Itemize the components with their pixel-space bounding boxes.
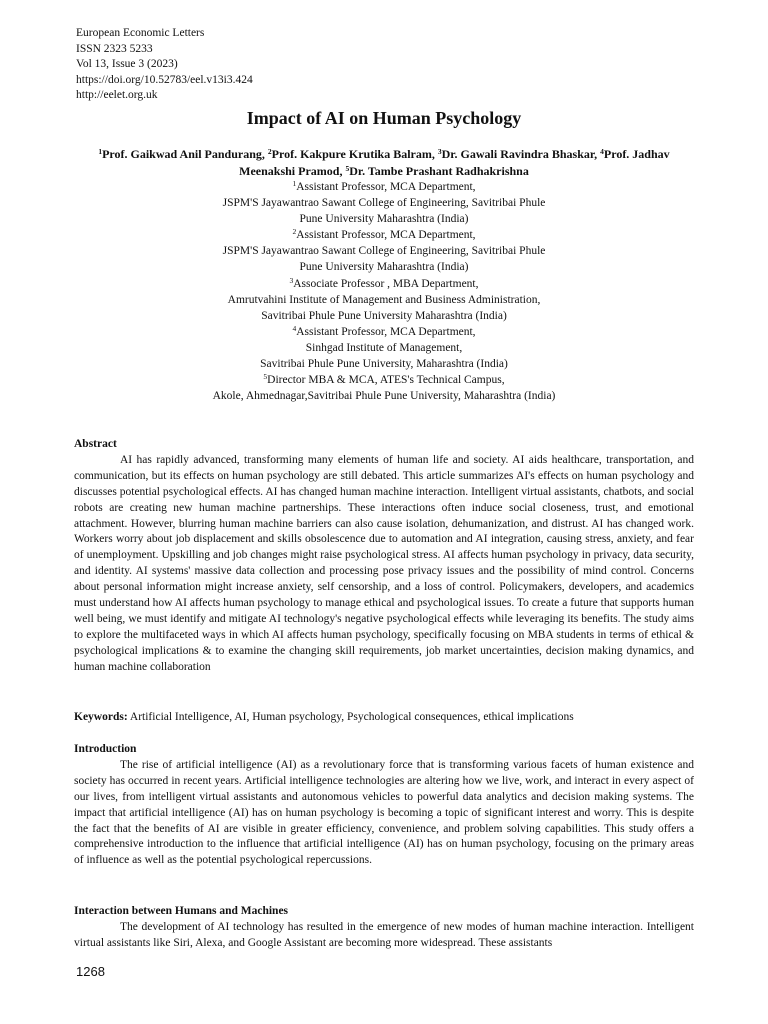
- page-number: 1268: [76, 964, 105, 979]
- author-2-marker: 2: [267, 147, 272, 156]
- journal-volume: Vol 13, Issue 3 (2023): [76, 58, 178, 71]
- interaction-heading: Interaction between Humans and Machines: [74, 905, 289, 917]
- author-1: Prof. Gaikwad Anil Pandurang,: [102, 147, 268, 161]
- introduction-heading: Introduction: [74, 743, 137, 755]
- keywords-text: Artificial Intelligence, AI, Human psychology, Psychological consequences, ethical implications: [127, 711, 574, 723]
- introduction-text: The rise of artificial intelligence (AI) as a revolutionary force that is transforming various facets of human existence and society has occurred in recent years. Artificial intelligence technologies are altering how we live, work, and interact in every aspect of our lives, from intelligent virtual assistants and autonomous vehicles to powerful data analytics and decision making systems. The impact that artificial intelligence (AI) has on human psychology is becoming a topic of significant interest and worry. This is despite the fact that the benefits of AI are visible in greater efficiency, convenience, and problem solving capabilities. This study offers a comprehensive introduction to the influence that artificial intelligence (AI) has on human psychology, focusing on the primary areas of influence as well as the potential psychological repercussions.: [74, 758, 694, 867]
- journal-issn: ISSN 2323 5233: [76, 42, 153, 55]
- affiliation-marker: 1: [292, 179, 297, 188]
- author-5: Dr. Tambe Prashant Radhakrishna: [349, 164, 529, 178]
- author-4: Prof. Jadhav Meenakshi Pramod,: [239, 147, 670, 178]
- journal-header: [76, 26, 253, 104]
- affiliation-marker: 5: [263, 372, 268, 382]
- affiliation-line: $^5$Director MBA & MCA, ATES's Technical Campus,: [263, 372, 505, 387]
- affiliation-line: Pune University Maharashtra (India): [299, 213, 469, 226]
- interaction-section: [74, 904, 694, 952]
- affiliation-line: Akole, Ahmednagar,Savitribai Phule Pune University, Maharashtra (India): [212, 390, 556, 403]
- affiliation-line: $^4$Assistant Professor, MCA Department,: [292, 323, 476, 338]
- affiliation-line: JSPM'S Jayawantrao Sawant College of Engineering, Savitribai Phule: [222, 245, 546, 258]
- affiliation-marker: 3: [289, 275, 294, 285]
- author-5-marker: 5: [345, 164, 350, 173]
- abstract-heading: Abstract: [74, 438, 117, 450]
- paper-title: Impact of AI on Human Psychology: [246, 108, 522, 128]
- journal-name: European Economic Letters: [76, 27, 205, 39]
- affiliation-list: [0, 179, 768, 404]
- affiliation-line: $^1$Assistant Professor, MCA Department,: [292, 179, 476, 193]
- doi-link[interactable]: https://doi.org/10.52783/eel.v13i3.424: [76, 73, 253, 86]
- affiliation-line: Sinhgad Institute of Management,: [305, 341, 463, 354]
- author-1-marker: 1: [98, 147, 103, 156]
- affiliation-marker: 2: [292, 227, 297, 237]
- author-3: Dr. Gawali Ravindra Bhaskar,: [441, 147, 601, 161]
- affiliation-line: Savitribai Phule Pune University, Maharashtra (India): [260, 358, 508, 371]
- keywords-label: Keywords:: [74, 711, 128, 723]
- affiliation-marker: 4: [292, 323, 297, 333]
- author-list: [70, 146, 698, 180]
- affiliation-line: Amrutvahini Institute of Management and Business Administration,: [227, 293, 541, 306]
- affiliation-line: Savitribai Phule Pune University Maharashtra (India): [261, 309, 507, 322]
- introduction-section: [74, 742, 694, 869]
- affiliation-line: $^2$Assistant Professor, MCA Department,: [292, 227, 476, 242]
- author-3-marker: 3: [437, 147, 442, 156]
- affiliation-line: Pune University Maharashtra (India): [299, 261, 469, 274]
- abstract-text: AI has rapidly advanced, transforming many elements of human life and society. AI aids healthcare, transportation, and communication, but its effects on human psychology are still debated. This article summarizes AI's effects on human psychology and discusses potential psychological effects. AI has changed human machine interaction. Intelligent virtual assistants, chatbots, and social robots are creating new human machine partnerships. These interactions often induce social closeness, trust, and emotional attachment. However, blurring human machine barriers can also cause isolation, dehumanization, and distrust. AI has changed work. Workers worry about job displacement and skills obsolescence due to automation and AI integration, causing stress, anxiety, and fear of unemployment. Upskilling and job changes might raise psychological stress. AI affects human psychology in privacy, data security, and identity. AI systems' massive data collection and processing pose privacy issues and the possibility of mind control. Concerns about personal information might increase anxiety, self censorship, and a loss of control. Policymakers, developers, and academics must understand how AI affects human psychology to manage ethical and psychological issues. To create a future that supports human well being, we must identify and mitigate AI technology's negative psychological effects while leveraging its benefits. The study aims to explore the multifaceted ways in which AI affects human psychology, specifically focusing on MBA students in terms of ethical & psychological implications & to examine the changing skill requirements, job market uncertainties, decision making dynamics, and human machine collaboration: [74, 453, 694, 673]
- website-link[interactable]: http://eelet.org.uk: [76, 89, 158, 102]
- author-2: Prof. Kakpure Krutika Balram,: [271, 147, 438, 161]
- affiliation-line: $^3$Associate Professor , MBA Department,: [289, 275, 479, 290]
- affiliation-line: JSPM'S Jayawantrao Sawant College of Engineering, Savitribai Phule: [222, 197, 546, 210]
- author-4-marker: 4: [600, 147, 604, 156]
- keywords-section: [74, 710, 694, 726]
- interaction-text: The development of AI technology has resulted in the emergence of new modes of human machine interaction. Intelligent virtual assistants like Siri, Alexa, and Google Assistant are becoming more widespread. These assistants: [74, 920, 694, 949]
- abstract-section: [74, 437, 694, 676]
